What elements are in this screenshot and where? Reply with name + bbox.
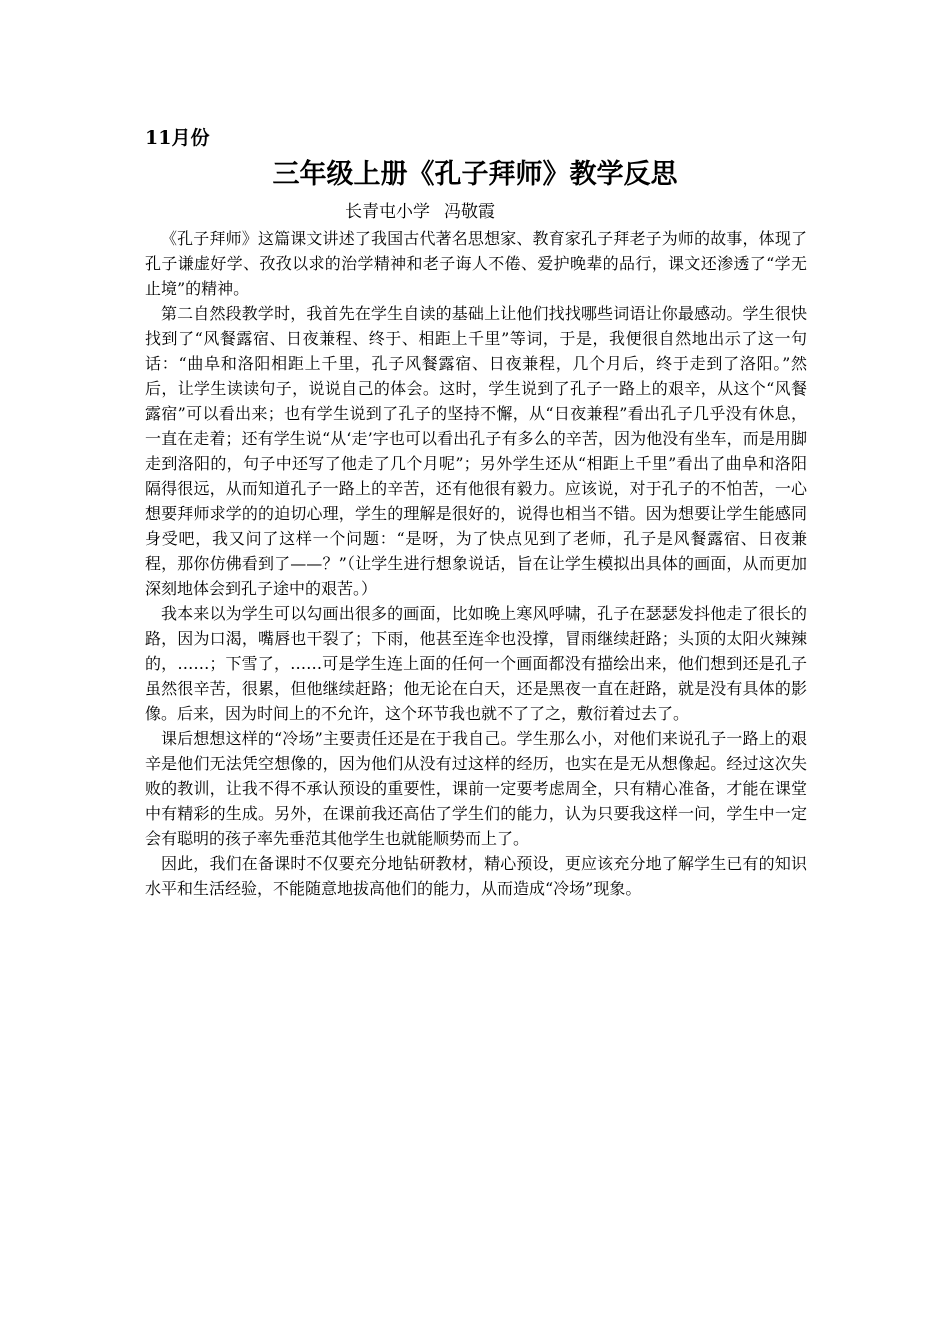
- paragraph-3: 我本来以为学生可以勾画出很多的画面，比如晚上寒风呼啸，孔子在瑟瑟发抖他走了很长的路，因为口渴，嘴唇也干裂了；下雨，他甚至连伞也没撑，冒雨继续赶路；头顶的太阳火辣辣的，……；下雪了，……可是学生连上面的任何一个画面都没有描绘出来，他们想到还是孔子虽然很辛苦，很累，但他继续赶路；他无论在白天，还是黑夜一直在赶路，就是没有具体的影像。后来，因为时间上的不允许，这个环节我也就不了了之，敷衍着过去了。: [145, 604, 807, 723]
- author-line: [345, 199, 495, 225]
- paragraph-1: 《孔子拜师》这篇课文讲述了我国古代著名思想家、教育家孔子拜老子为师的故事，体现了孔子谦虚好学、孜孜以求的治学精神和老子诲人不倦、爱护晚辈的品行，课文还渗透了“学无止境”的精神。: [145, 229, 807, 298]
- author-name: 冯敬霞: [444, 202, 495, 222]
- paragraph-2: 第二自然段教学时，我首先在学生自读的基础上让他们找找哪些词语让你最感动。学生很快找到了“风餐露宿、日夜兼程、终于、相距上千里”等词，于是，我便很自然地出示了这一句话：“曲阜和洛阳相距上千里，孔子风餐露宿、日夜兼程，几个月后，终于走到了洛阳。”然后，让学生读读句子，说说自己的体会。这时，学生说到了孔子一路上的艰辛，从这个“风餐露宿”可以看出来；也有学生说到了孔子的坚持不懈，从“日夜兼程”看出孔子几乎没有休息，一直在走着；还有学生说“从‘走’字也可以看出孔子有多么的辛苦，因为他没有坐车，而是用脚走到洛阳的，句子中还写了他走了几个月呢”；另外学生还从“相距上千里”看出了曲阜和洛阳隔得很远，从而知道孔子一路上的辛苦，还有他很有毅力。应该说，对于孔子的不怕苦，一心想要拜师求学的的迫切心理，学生的理解是很好的，说得也相当不错。因为想要让学生能感同身受吧，我又问了这样一个问题：“是呀，为了快点见到了老师，孔子是风餐露宿、日夜兼程，那你仿佛看到了——？”（让学生进行想象说话，旨在让学生模拟出具体的画面，从而更加深刻地体会到孔子途中的艰苦。）: [145, 304, 807, 598]
- month-label: 11月份: [145, 127, 210, 149]
- paragraph-4: 课后想想这样的“冷场”主要责任还是在于我自己。学生那么小，对他们来说孔子一路上的艰辛是他们无法凭空想像的，因为他们从没有过这样的经历，也实在是无从想像起。经过这次失败的教训，让我不得不承认预设的重要性，课前一定要考虑周全，只有精心准备，才能在课堂中有精彩的生成。另外，在课前我还高估了学生们的能力，认为只要我这样一问，学生中一定会有聪明的孩子率先垂范其他学生也就能顺势而上了。: [145, 729, 807, 848]
- paragraph-5: 因此，我们在备课时不仅要充分地钻研教材，精心预设，更应该充分地了解学生已有的知识水平和生活经验，不能随意地拔高他们的能力，从而造成“冷场”现象。: [145, 854, 807, 898]
- page-title: 三年级上册《孔子拜师》教学反思: [272, 159, 678, 190]
- school-name: 长青屯小学: [345, 202, 430, 222]
- article-body: [145, 226, 807, 901]
